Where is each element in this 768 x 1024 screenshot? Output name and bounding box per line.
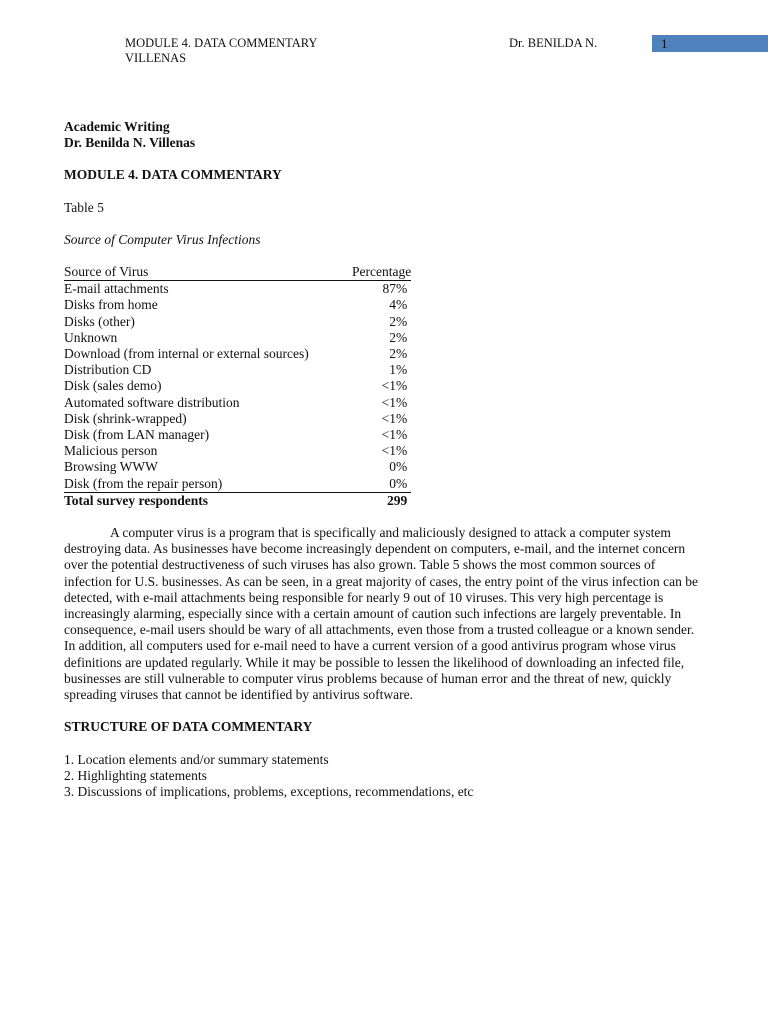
- commentary-paragraph: A computer virus is a program that is specifically and maliciously designed to attack a computer system destroying data. As businesses have become increasingly dependent on computers, e-mail, and the internet concern over the potential destructiveness of such viruses has also grown. Table 5 shows the most common sources of infection for U.S. businesses. As can be seen, in a great majority of cases, the entry point of the virus infection can be detected, with e-mail attachments being responsible for nearly 9 out of 10 viruses. This very high percentage is increasingly alarming, especially since with a certain amount of caution such infections are largely preventable. In consequence, e-mail users should be wary of all attachments, even those from a trusted colleague or a known sender. In addition, all computers used for e-mail need to have a current version of a good antivirus program whose virus definitions are updated regularly. While it may be possible to lessen the likelihood of downloading an infected file, businesses are still vulnerable to computer virus problems because of human error and the threat of new, quickly spreading viruses that cannot be identified by antivirus software.: [64, 525, 698, 703]
- virus-source: Disk (from LAN manager): [64, 427, 210, 443]
- virus-percentage: <1%: [381, 394, 408, 410]
- structure-list: [64, 752, 714, 801]
- header-module-title: MODULE 4. DATA COMMENTARY: [125, 36, 318, 50]
- table-row: [64, 314, 411, 330]
- virus-percentage: 0%: [352, 476, 411, 493]
- virus-percentage: 1%: [389, 362, 408, 378]
- virus-percentage: 87%: [382, 281, 408, 297]
- virus-source-table: [64, 264, 411, 509]
- col-header-source: Source of Virus: [64, 264, 352, 281]
- table-total-row: [64, 492, 411, 509]
- header-author: Dr. BENILDA N.: [509, 36, 598, 50]
- virus-percentage: 4%: [389, 297, 408, 313]
- course-title: Academic Writing: [64, 119, 170, 134]
- virus-percentage: <1%: [381, 378, 408, 394]
- running-header: [125, 36, 317, 66]
- col-header-percentage: Percentage: [352, 264, 412, 280]
- virus-source: Disk (from the repair person): [64, 476, 352, 493]
- virus-source: E-mail attachments: [64, 281, 169, 297]
- virus-source: Unknown: [64, 329, 118, 345]
- instructor-name: Dr. Benilda N. Villenas: [64, 135, 196, 151]
- virus-percentage: <1%: [381, 427, 408, 443]
- structure-heading: STRUCTURE OF DATA COMMENTARY: [64, 719, 313, 735]
- virus-percentage: 0%: [389, 459, 408, 475]
- table-caption: Source of Computer Virus Infections: [64, 231, 261, 247]
- structure-item: 3. Discussions of implications, problems, exceptions, recommendations, etc: [64, 783, 474, 799]
- virus-percentage: <1%: [381, 410, 408, 426]
- virus-percentage: 2%: [389, 346, 408, 362]
- table-row: [64, 411, 411, 427]
- document-body: [64, 119, 714, 800]
- table-header-row: [64, 264, 411, 281]
- virus-percentage: <1%: [381, 443, 408, 459]
- header-author-continued: VILLENAS: [125, 51, 187, 65]
- virus-source: Automated software distribution: [64, 394, 240, 410]
- table-row: [64, 346, 411, 362]
- virus-source: Disks (other): [64, 313, 135, 329]
- page-number-box: [652, 35, 768, 52]
- table-row: [64, 378, 411, 394]
- virus-source: Download (from internal or external sources): [64, 346, 309, 362]
- virus-source: Browsing WWW: [64, 459, 158, 475]
- virus-source: Distribution CD: [64, 362, 152, 378]
- table-row: [64, 443, 411, 459]
- virus-source: Malicious person: [64, 443, 158, 459]
- table-row: [64, 330, 411, 346]
- table-row: [64, 459, 411, 475]
- virus-percentage: 2%: [389, 313, 408, 329]
- total-label: Total survey respondents: [64, 492, 209, 508]
- table-row: [64, 297, 411, 313]
- table-label: Table 5: [64, 199, 104, 215]
- structure-item: 1. Location elements and/or summary statements: [64, 751, 329, 767]
- virus-source: Disks from home: [64, 297, 158, 313]
- structure-item: 2. Highlighting statements: [64, 767, 207, 783]
- table-row: [64, 281, 411, 298]
- total-value: 299: [386, 492, 408, 508]
- virus-source: Disk (sales demo): [64, 378, 162, 394]
- virus-percentage: 2%: [389, 329, 408, 345]
- table-row: [64, 395, 411, 411]
- table-row: [64, 362, 411, 378]
- module-heading: MODULE 4. DATA COMMENTARY: [64, 167, 282, 183]
- page-number: 1: [661, 36, 668, 51]
- virus-source: Disk (shrink-wrapped): [64, 410, 187, 426]
- table-row: [64, 427, 411, 443]
- table-row: [64, 476, 411, 493]
